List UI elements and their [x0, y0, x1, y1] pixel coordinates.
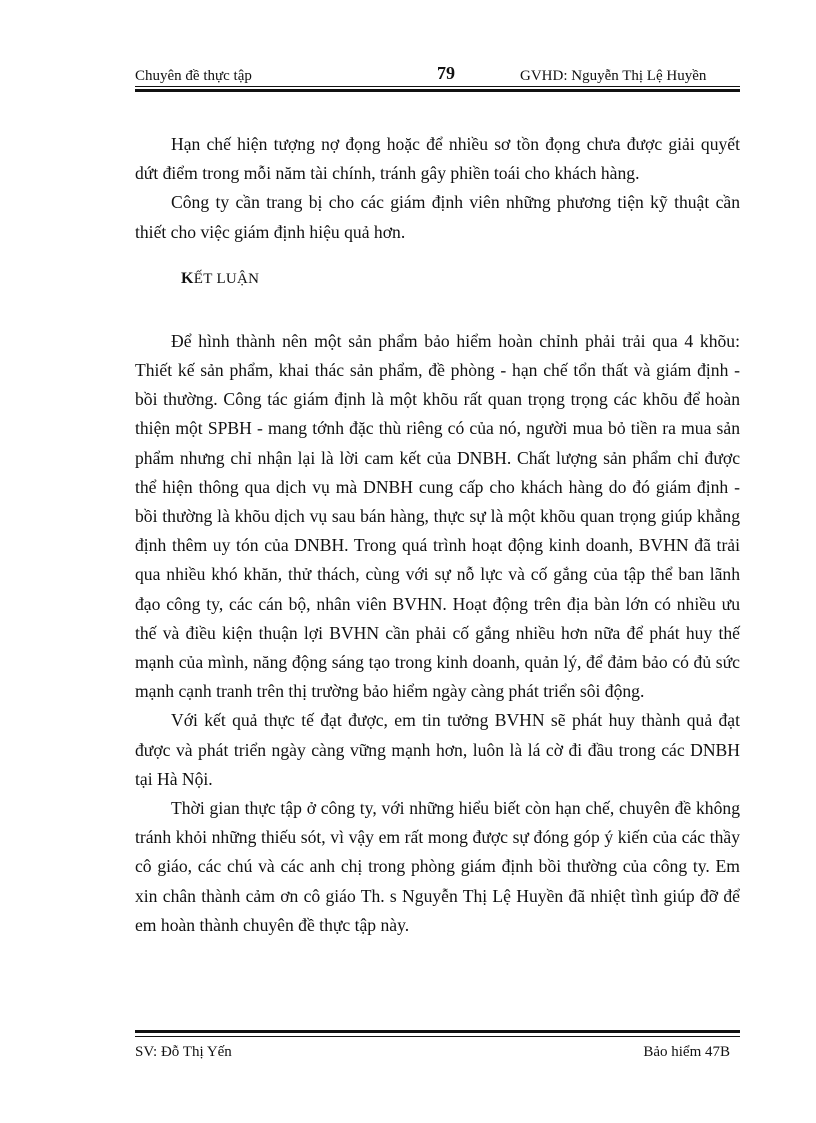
- footer-rule-thick: [135, 1030, 740, 1033]
- paragraph-4: Với kết quả thực tế đạt được, em tin tưởng BVHN sẽ phát huy thành quả đạt được và phát triển ngày càng vững mạnh hơn, luôn là lá cờ đi đầu trong các DNBH tại Hà Nội.: [135, 710, 740, 789]
- page-header: [135, 63, 740, 86]
- paragraph-1: Hạn chế hiện tượng nợ đọng hoặc để nhiều sơ tồn đọng chưa được giải quyết dứt điểm trong mỗi năm tài chính, tránh gây phiền toái cho khách hàng.: [135, 134, 740, 184]
- header-document-type: Chuyên đề thực tập: [135, 68, 252, 84]
- paragraph-5: Thời gian thực tập ở công ty, với những hiểu biết còn hạn chế, chuyên đề không tránh khỏi những thiếu sót, vì vậy em rất mong được sự đóng góp ý kiến của các thầy cô giáo, các chú và các anh chị trong phòng giám định bồi thường của công ty. Em xin chân thành cảm ơn cô giáo Th. s Nguyễn Thị Lệ Huyền đã nhiệt tình giúp đỡ để em hoàn thành chuyên đề thực tập này.: [135, 798, 740, 935]
- footer-class: Bảo hiểm 47B: [643, 1044, 730, 1060]
- header-supervisor: GVHD: Nguyễn Thị Lệ Huyền: [520, 68, 707, 84]
- header-rule-thick: [135, 89, 740, 92]
- footer-rule-thin: [135, 1036, 740, 1037]
- heading-first-letter: K: [181, 269, 194, 287]
- paragraph-3: Để hình thành nên một sản phẩm bảo hiểm hoàn chỉnh phải trải qua 4 khõu: Thiết kế sản phẩm, khai thác sản phẩm, đề phòng - hạn chế tổn thất và giám định - bồi thường. Công tác giám định là một khõu rất quan trọng trọng các khõu để hoàn thiện một SPBH - mang tớnh đặc thù riêng có của nó, người mua bỏ tiền ra mua sản phẩm nhưng chỉ nhận lại là lời cam kết của DNBH. Chất lượng sản phẩm chỉ được thể hiện thông qua dịch vụ mà DNBH cung cấp cho khách hàng do đó giám định - bồi thường là khõu dịch vụ sau bán hàng, thực sự là một khõu quan trọng giúp khẳng định thêm uy tón của DNBH. Trong quá trình hoạt động kinh doanh, BVHN đã trải qua nhiều khó khăn, thử thách, cùng với sự nỗ lực và cố gắng của tập thể ban lãnh đạo công ty, các cán bộ, nhân viên BVHN. Hoạt động trên địa bàn lớn có nhiều ưu thế và điều kiện thuận lợi BVHN cần phải cố gắng nhiều hơn nữa để phát huy thế mạnh của mình, năng động sáng tạo trong kinh doanh, quản lý, để đảm bảo có đủ sức mạnh cạnh tranh trên thị trường bảo hiểm ngày càng phát triển sôi động.: [135, 330, 740, 702]
- page-footer: [135, 1042, 740, 1062]
- page-body: [135, 130, 740, 940]
- paragraph-2: Công ty cần trang bị cho các giám định viên những phương tiện kỹ thuật cần thiết cho việc giám định hiệu quả hơn.: [135, 192, 740, 242]
- section-heading: [135, 269, 740, 289]
- header-rule-thin: [135, 86, 740, 87]
- heading-rest: ẾT LUẬN: [193, 270, 260, 287]
- page-number: 79: [437, 63, 455, 83]
- footer-student: SV: Đỗ Thị Yến: [135, 1044, 232, 1060]
